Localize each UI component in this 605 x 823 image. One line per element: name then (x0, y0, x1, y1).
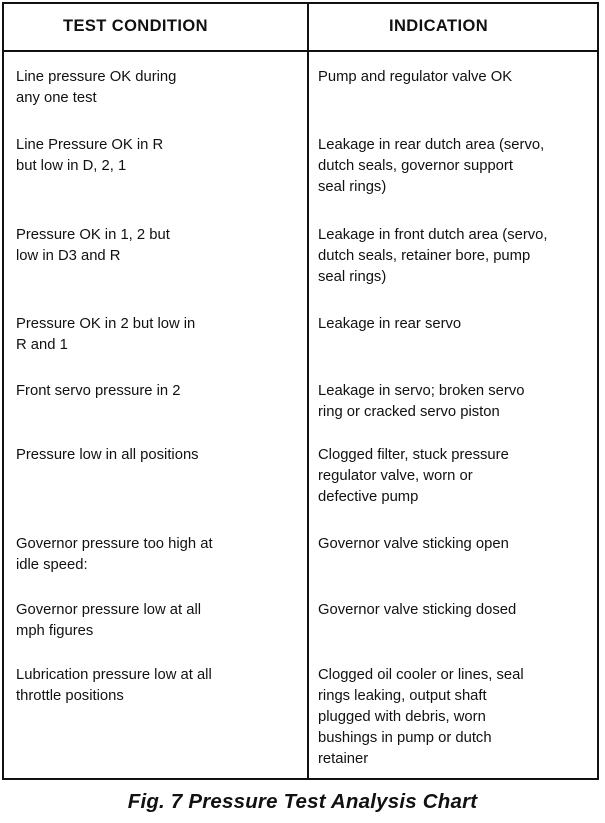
row-8-indication: Governor valve sticking dosed (318, 602, 517, 618)
row-5-condition: Front servo pressure in 2 (16, 383, 181, 399)
header-rule (4, 50, 597, 52)
row-5-indication: Leakage in servo; broken servo ring or cracked servo piston (318, 383, 525, 420)
row-2-condition: Line Pressure OK in R but low in D, 2, 1 (16, 137, 164, 174)
row-3-condition: Pressure OK in 1, 2 but low in D3 and R (16, 227, 170, 264)
header-indication: INDICATION (389, 17, 489, 35)
row-6-indication: Clogged filter, stuck pressure regulator valve, worn or defective pump (318, 447, 509, 505)
row-6-condition: Pressure low in all positions (16, 447, 199, 463)
row-1-condition: Line pressure OK during any one test (16, 69, 177, 106)
row-1-indication: Pump and regulator valve OK (318, 69, 513, 85)
row-4-indication: Leakage in rear servo (318, 316, 462, 332)
row-2-indication: Leakage in rear dutch area (servo, dutch seals, governor support seal rings) (318, 137, 545, 195)
row-9-indication: Clogged oil cooler or lines, seal rings leaking, output shaft plugged with debris, worn bushings in pump or dutch retainer (318, 667, 524, 767)
row-3-indication: Leakage in front dutch area (servo, dutch seals, retainer bore, pump seal rings) (318, 227, 548, 285)
pressure-test-table (2, 2, 599, 780)
row-7-indication: Governor valve sticking open (318, 536, 509, 552)
row-7-condition: Governor pressure too high at idle speed: (16, 536, 213, 573)
header-test-condition: TEST CONDITION (63, 17, 208, 35)
row-8-condition: Governor pressure low at all mph figures (16, 602, 202, 639)
row-4-condition: Pressure OK in 2 but low in R and 1 (16, 316, 196, 353)
figure-caption: Fig. 7 Pressure Test Analysis Chart (127, 790, 478, 813)
row-9-condition: Lubrication pressure low at all throttle positions (16, 667, 212, 704)
column-divider (307, 4, 309, 778)
